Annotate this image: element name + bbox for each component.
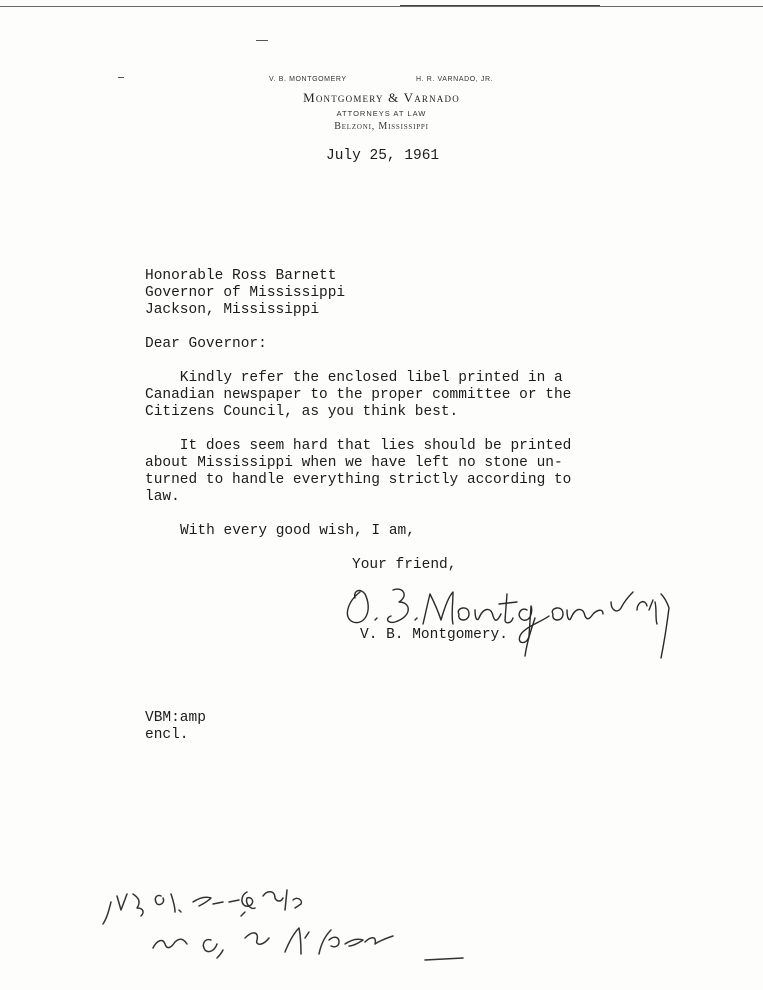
body-line: Kindly refer the enclosed libel printed in a <box>145 370 563 386</box>
firm-subtitle: ATTORNEYS AT LAW <box>336 109 427 118</box>
typist-initials: VBM:amp <box>145 710 206 726</box>
firm-city: Belzoni, Mississippi <box>334 121 429 132</box>
reference-block <box>145 710 206 744</box>
signer-name: V. B. Montgomery. <box>360 627 508 643</box>
partner-right: H. R. VARNADO, JR. <box>416 76 494 83</box>
speck <box>256 40 268 41</box>
recipient-line: Jackson, Mississippi <box>145 302 320 318</box>
body-line: law. <box>145 489 180 505</box>
firm-name: Montgomery & Varnado <box>303 90 460 105</box>
complimentary-close: Your friend, <box>352 557 457 573</box>
handwritten-notes <box>95 880 515 970</box>
closing-line: With every good wish, I am, <box>180 523 415 539</box>
salutation: Dear Governor: <box>145 336 267 352</box>
body-line: Citizens Council, as you think best. <box>145 404 459 420</box>
body-line: It does seem hard that lies should be printed <box>145 438 572 454</box>
body-line: turned to handle everything strictly according to <box>145 472 572 488</box>
body-paragraph-1 <box>145 370 571 421</box>
body-paragraph-2 <box>145 438 571 506</box>
body-line: Canadian newspaper to the proper committee or the <box>145 387 572 403</box>
enclosure-note: encl. <box>145 727 189 743</box>
top-edge-rule <box>0 6 763 7</box>
top-edge-rule-dark <box>400 5 600 6</box>
body-line: about Mississippi when we have left no stone un- <box>145 455 563 471</box>
letterhead-partners <box>0 76 763 88</box>
partner-left: V. B. MONTGOMERY <box>269 76 347 83</box>
recipient-line: Honorable Ross Barnett <box>145 268 337 284</box>
recipient-line: Governor of Mississippi <box>145 285 346 301</box>
letter-date: July 25, 1961 <box>326 148 440 164</box>
recipient-address <box>145 268 345 319</box>
